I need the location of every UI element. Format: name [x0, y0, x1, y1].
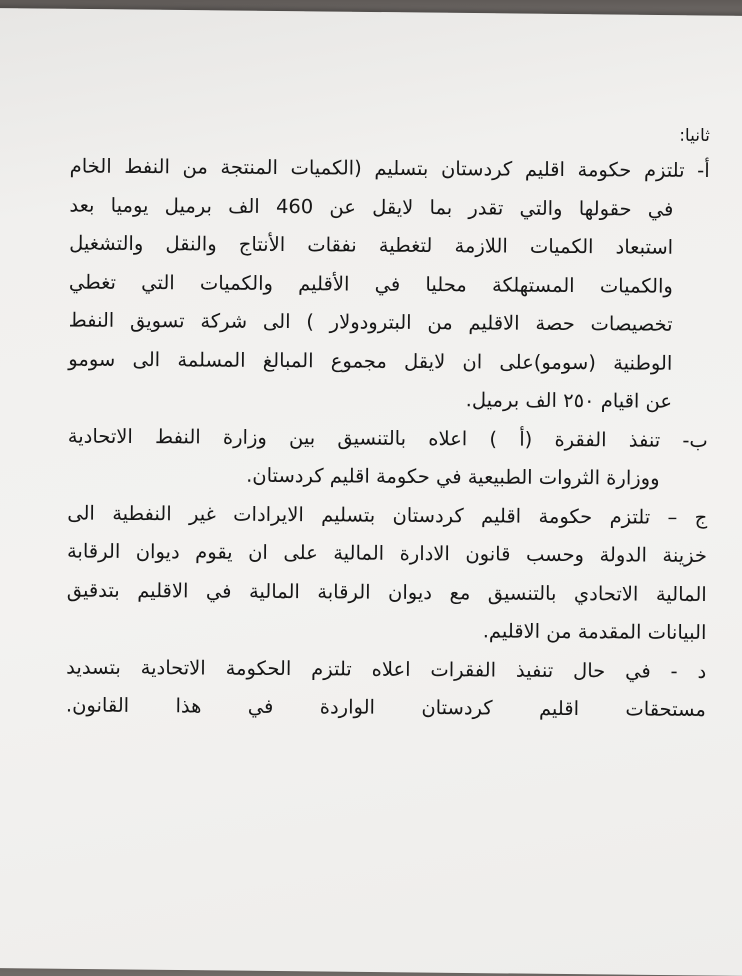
- clause-c-line-2: خزينة الدولة وحسب قانون الادارة المالية على ان يقوم ديوان الرقابة: [66, 539, 708, 567]
- clause-c-line-4: البيانات المقدمة من الاقليم.: [482, 619, 707, 644]
- clause-a-line-4: والكميات المستهلكة محليا في الأقليم والكميات التي تغطي: [68, 270, 673, 298]
- clause-c-line-1: ج – تلتزم حكومة اقليم كردستان بتسليم الايرادات غير النفطية الى: [67, 501, 708, 529]
- clause-a-line-1: أ- تلتزم حكومة اقليم كردستان بتسليم (الكميات المنتجة من النفط الخام: [69, 154, 710, 182]
- clause-d-line-2: مستحقات اقليم كردستان الواردة في هذا القانون.: [65, 693, 707, 721]
- document-body: [66, 122, 710, 730]
- clause-b-line-2: ووزارة الثروات الطبيعية في حكومة اقليم كردستان.: [246, 463, 660, 490]
- clause-b-line-1: ب- تنفذ الفقرة (أ ) اعلاه بالتنسيق بين وزارة النفط الاتحادية: [67, 424, 708, 452]
- section-heading: ثانيا:: [679, 125, 710, 146]
- clause-a-line-6: الوطنية (سومو)على ان لايقل مجموع المبالغ المسلمة الى سومو: [68, 347, 673, 375]
- clause-a-line-5: تخصيصات حصة الاقليم من البترودولار ) الى شركة تسويق النفط: [68, 308, 673, 336]
- clause-d-line-1: د - في حال تنفيذ الفقرات اعلاه تلتزم الحكومة الاتحادية بتسديد: [66, 655, 707, 683]
- clause-a-line-7: عن اقيام ٢٥٠ الف برميل.: [465, 388, 673, 413]
- clause-a-line-2: في حقولها والتي تقدر بما لايقل عن 460 الف برميل يوميا بعد: [69, 193, 674, 221]
- clause-a-line-3: استبعاد الكميات اللازمة لتغطية نفقات الأنتاج والنقل والتشغيل: [69, 231, 674, 259]
- clause-c-line-3: المالية الاتحادي بالتنسيق مع ديوان الرقابة المالية في الاقليم بتدقيق: [66, 578, 707, 606]
